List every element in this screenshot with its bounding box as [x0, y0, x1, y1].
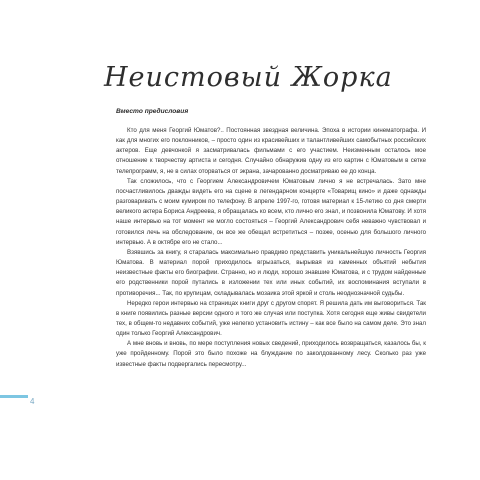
body-text: [116, 126, 426, 370]
paragraph: Кто для меня Георгий Юматов?.. Постоянная звездная величина. Эпоха в истории кинематографа. И как для многих его поклонников, – просто один из красивейших и талантливейших самобытных российских актеров. Еще девчонкой я засматривалась фильмами с его участием. Неизменным осталось мое отношение к творчеству артиста и сегодня. Случайно обнаружив одну из его картин с Юматовым в сетке телепрограмм, я, не в силах оторваться от экрана, зачарованно досматриваю ее до конца.: [116, 127, 426, 175]
paragraph: А мне вновь и вновь, по мере поступления новых сведений, приходилось возвращаться, казалось бы, к уже пройденному. Порой это было похоже на блуждание по заколдованному лесу. Сколько раз уже известные факты подвергались пересмотру...: [116, 340, 426, 368]
section-subtitle: Вместо предисловия: [116, 108, 189, 115]
paragraph: Нередко герои интервью на страницах книги друг с другом спорят. Я решила дать им выговориться. Так в книге появились разные версии одного и того же случая или поступка. Хотя сегодня еще живы свидетели тех, в общем-то недавних событий, уже нелегко установить истину – как все было на самом деле. Это знал один только Георгий Александрович.: [116, 299, 426, 338]
page-title: [98, 50, 398, 98]
page-number: 4: [30, 397, 35, 406]
title-text: Неистовый Жорка: [104, 62, 393, 93]
paragraph: Так сложилось, что с Георгием Александровичем Юматовым лично я не встречалась. Зато мне посчастливилось дважды видеть его на сцене в легендарном концерте «Товарищ кино» и даже однажды разговаривать с моим кумиром по телефону. В апреле 1997-го, готовя материал к 15-летию со дня смерти великого актера Бориса Андреева, я обращалась ко всем, кто лично его знал, и позвонила Юматову. И хотя наше интервью на тот момент не могло состояться – Георгий Александрович себя неважно чувствовал и готовился лечь на обследование, он все же обещал встретиться – позже, осенью для большого личного интервью. А в октябре его не стало...: [116, 177, 426, 246]
title-script: [98, 50, 398, 98]
paragraph: Взявшись за книгу, я старалась максимально правдиво представить уникальнейшую личность Георгия Юматова. В материал порой приходилось вгрызаться, вырывая из каменных объятий небытия неизвестные факты его биографии. Странно, но и люди, хорошо знавшие Юматова, и с трудом найденные его родственники порой путались в изложении тех или иных событий, их воспоминания вступали в противоречия... Так, по крупицам, складывалась мозаика этой яркой и столь неоднозначной судьбы.: [116, 248, 426, 297]
page-accent-bar: [0, 395, 28, 398]
